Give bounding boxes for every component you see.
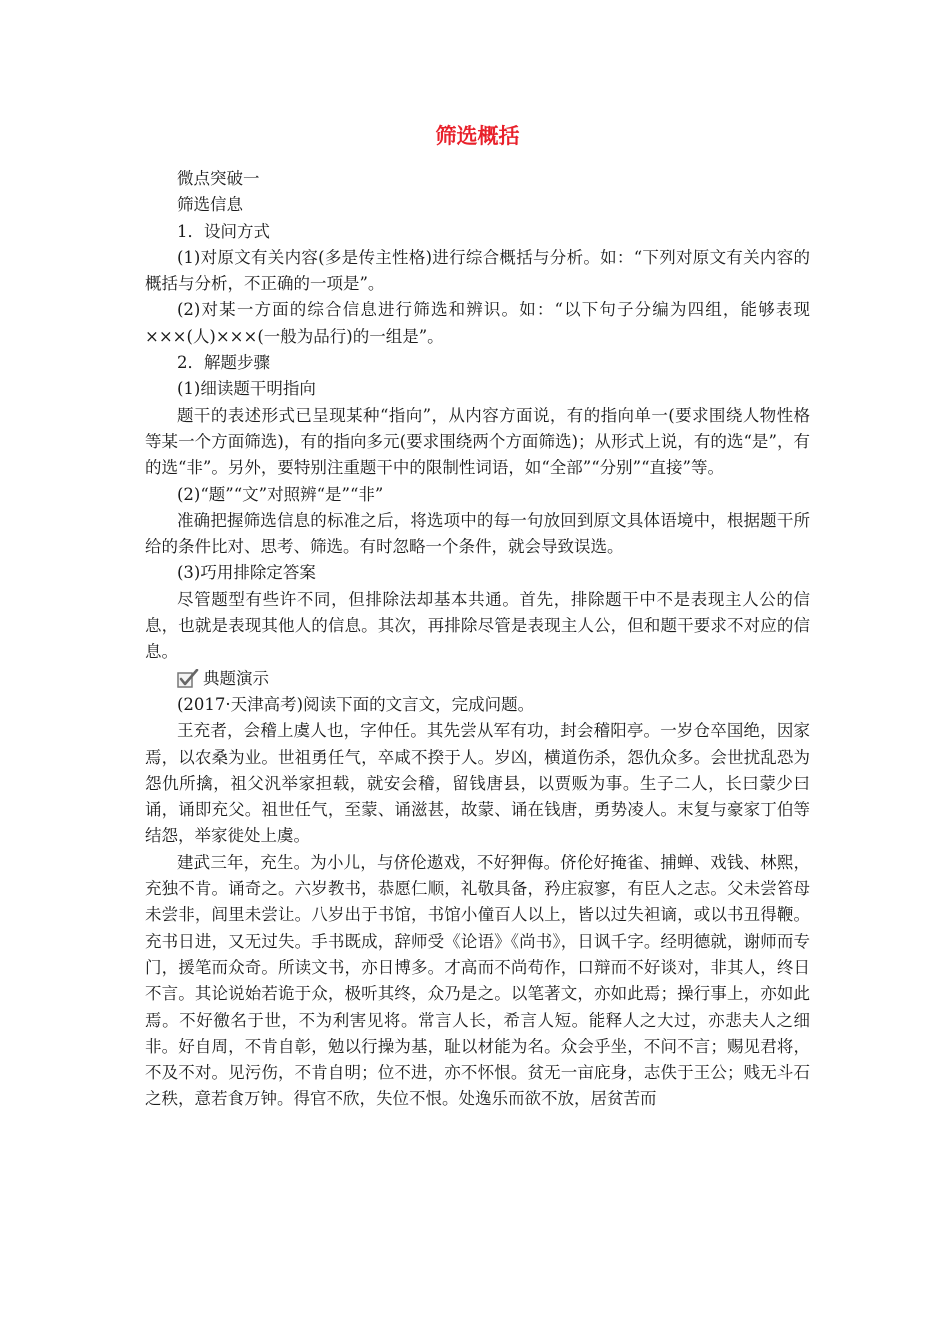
subsection-label: 筛选信息 bbox=[177, 195, 243, 215]
demo-label: 典题演示 bbox=[203, 668, 269, 688]
step2-heading: (2)“题”“文”对照辨“是”“非” bbox=[177, 484, 384, 504]
part1-heading: 1．设问方式 bbox=[177, 221, 270, 241]
step3-heading: (3)巧用排除定答案 bbox=[177, 563, 316, 583]
demo-header bbox=[145, 666, 810, 692]
passage-paragraph-2: 建武三年，充生。为小儿，与侪伦遨戏，不好狎侮。侪伦好掩雀、捕蝉、戏钱、林熙，充独不肯。诵奇之。六岁教书，恭愿仁顺，礼敬具备，矜庄寂寥，有臣人之志。父未尝笞母未尝非，闾里未尝让。八岁出于书馆，书馆小僮百人以上，皆以过失袒谪，或以书丑得鞭。充书日进，又无过失。手书既成，辞师受《论语》《尚书》，日讽千字。经明德就，谢师而专门，援笔而众奇。所读文书，亦日博多。才高而不尚苟作，口辩而不好谈对，非其人，终日不言。其论说始若诡于众，极听其终，众乃是之。以笔著文，亦如此焉；操行事上，亦如此焉。不好徼名于世，不为利害见将。常言人长，希言人短。能释人之大过，亦悲夫人之细非。好自周，不肯自彰，勉以行操为基，耻以材能为名。众会乎坐，不问不言；赐见君将，不及不对。见污伤，不肯自明；位不进，亦不怀恨。贫无一亩庇身，志佚于王公；贱无斗石之秩，意若食万钟。得官不欣，失位不恨。处逸乐而欲不放，居贫苦而 bbox=[145, 852, 810, 1109]
checkbox-check-icon bbox=[177, 669, 199, 689]
step1-text: 题干的表述形式已呈现某种“指向”，从内容方面说，有的指向单一(要求围绕人物性格等某一个方面筛选)，有的指向多元(要求围绕两个方面筛选)；从形式上说，有的选“是”，有的选“非”。另外，要特别注重题干中的限制性词语，如“全部”“分别”“直接”等。 bbox=[145, 405, 810, 478]
part1-item2: (2)对某一方面的综合信息进行筛选和辨识。如：“以下句子分编为四组，能够表现×××(人)×××(一般为品行)的一组是”。 bbox=[145, 300, 810, 346]
part1-item1: (1)对原文有关内容(多是传主性格)进行综合概括与分析。如：“下列对原文有关内容的概括与分析，不正确的一项是”。 bbox=[145, 247, 810, 294]
document-page bbox=[145, 122, 810, 1113]
page-title: 筛选概括 bbox=[435, 123, 520, 148]
step1-heading: (1)细读题干明指向 bbox=[177, 379, 316, 399]
demo-source: (2017·天津高考)阅读下面的文言文，完成问题。 bbox=[177, 694, 535, 714]
step2-text: 准确把握筛选信息的标准之后，将选项中的每一句放回到原文具体语境中，根据题干所给的条件比对、思考、筛选。有时忽略一个条件，就会导致误选。 bbox=[145, 510, 810, 557]
step3-text: 尽管题型有些许不同，但排除法却基本共通。首先，排除题干中不是表现主人公的信息，也就是表现其他人的信息。其次，再排除尽管是表现主人公，但和题干要求不对应的信息。 bbox=[145, 589, 810, 662]
passage-paragraph-1: 王充者，会稽上虞人也，字仲任。其先尝从军有功，封会稽阳亭。一岁仓卒国绝，因家焉，以农桑为业。世祖勇任气，卒咸不揆于人。岁凶，横道伤杀，怨仇众多。会世扰乱恐为怨仇所擒，祖父汎举家担载，就安会稽，留钱唐县，以贾贩为事。生子二人，长曰蒙少曰诵，诵即充父。祖世任气，至蒙、诵滋甚，故蒙、诵在钱唐，勇势凌人。末复与豪家丁伯等结怨，举家徙处上虞。 bbox=[145, 721, 810, 846]
part2-heading: 2．解题步骤 bbox=[177, 353, 270, 373]
section-label: 微点突破一 bbox=[177, 169, 260, 188]
